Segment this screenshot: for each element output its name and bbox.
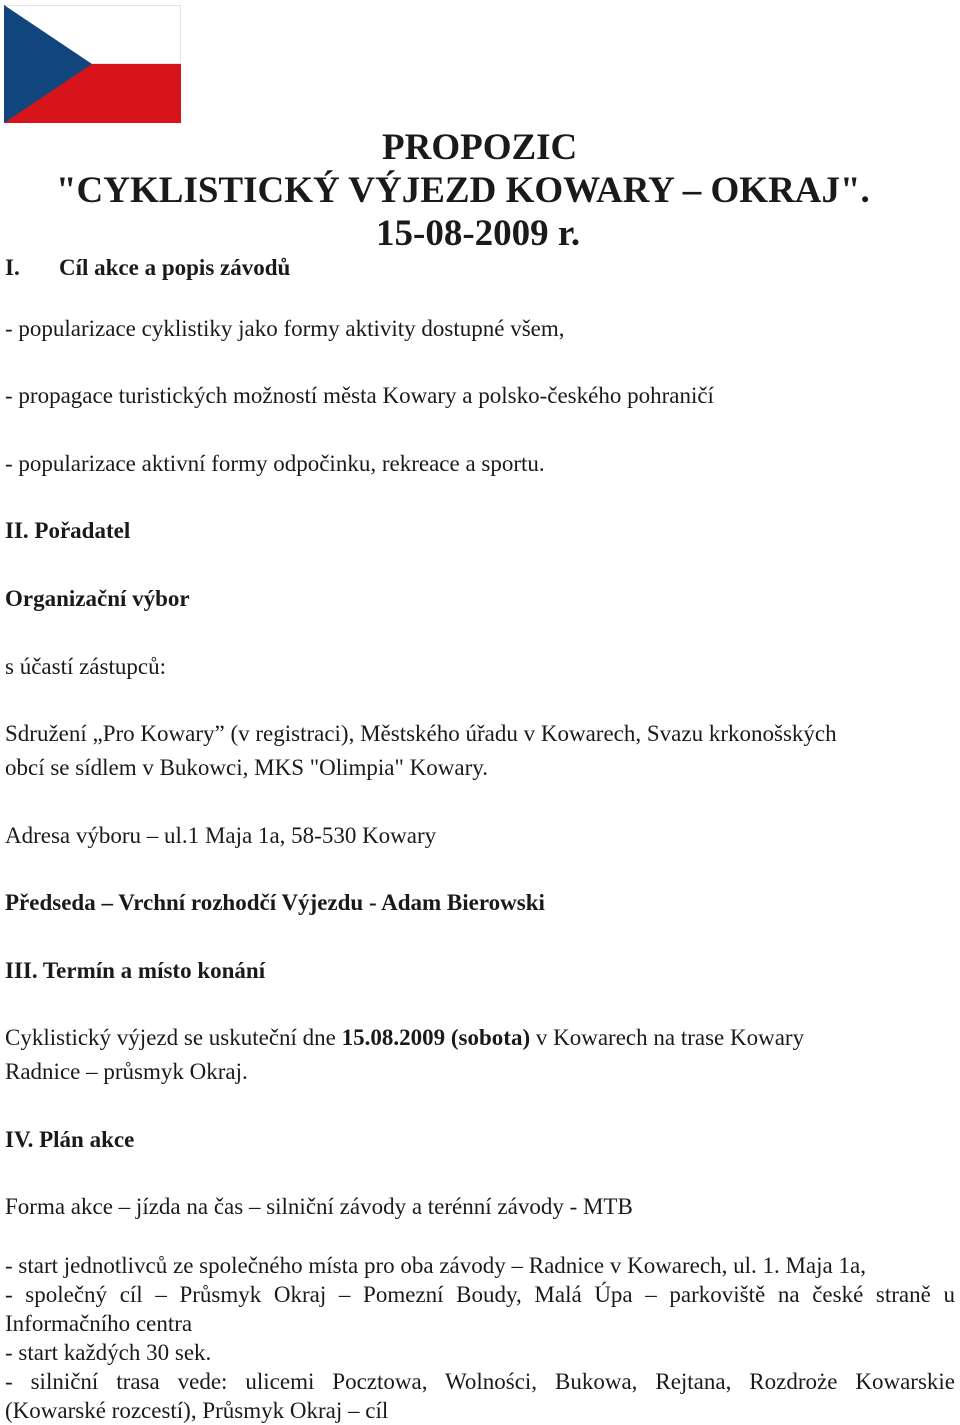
address-prefix: Adresa výboru – ul. <box>5 823 188 848</box>
plan-line: - start jednotlivců ze společného místa pro oba závody – Radnice v Kowarech, ul. 1. Maja 1a, <box>5 1253 866 1278</box>
section2-title: Pořadatel <box>34 518 131 543</box>
plan-line: - silniční trasa vede: ulicemi Pocztowa, Wolności, Bukowa, Rejtana, Rozdroże Kowarskie <box>5 1369 955 1394</box>
plan-line: Informačního centra <box>5 1311 193 1336</box>
section1-number: I. <box>5 255 20 280</box>
event-form: Forma akce – jízda na čas – silniční závody a terénní závody - MTB <box>5 1194 633 1219</box>
section2-heading <box>5 516 130 545</box>
organizing-committee-heading: Organizační výbor <box>5 586 190 611</box>
section1-heading <box>5 255 290 281</box>
plan-line: - start každých 30 sek. <box>5 1340 212 1365</box>
section1-item: - popularizace cyklistiky jako formy aktivity dostupné všem, <box>5 316 565 341</box>
event-date: 15.08.2009 (sobota) <box>341 1025 531 1050</box>
section1-item: - popularizace aktivní formy odpočinku, rekreace a sportu. <box>5 451 545 476</box>
document-title-line1: PROPOZIC <box>382 127 578 168</box>
section3-text-after: v Kowarech na trase Kowary <box>530 1025 805 1050</box>
members-line1: Sdružení „Pro Kowary” (v registraci), Městského úřadu v Kowarech, Svazu krkonošských <box>5 721 837 746</box>
section3-text-before: Cyklistický výjezd se uskuteční dne <box>5 1025 342 1050</box>
section3-text-line1 <box>5 1023 804 1052</box>
section2-number: II. <box>5 518 29 543</box>
address-rest: 1 Maja 1a, 58-530 Kowary <box>187 823 437 848</box>
document-title-line2: "CYKLISTICKÝ VÝJEZD KOWARY – OKRAJ". <box>56 170 870 211</box>
czech-flag-image <box>4 5 181 123</box>
chairman-line: Předseda – Vrchní rozhodčí Výjezdu - Adam Bierowski <box>5 890 545 915</box>
section3-heading: III. Termín a místo konání <box>5 958 266 983</box>
section1-title: Cíl akce a popis závodů <box>59 255 291 280</box>
document-title-date: 15-08-2009 r. <box>376 213 581 254</box>
section4-heading: IV. Plán akce <box>5 1127 135 1152</box>
committee-address <box>5 821 436 850</box>
plan-line: (Kowarské rozcestí), Průsmyk Okraj – cíl <box>5 1398 389 1423</box>
section1-item: - propagace turistických možností města Kowary a polsko-českého pohraničí <box>5 383 714 408</box>
participation-text: s účastí zástupců: <box>5 654 166 679</box>
plan-line: - společný cíl – Průsmyk Okraj – Pomezní Boudy, Malá Úpa – parkoviště na české straně u <box>5 1282 955 1307</box>
section3-text-line2: Radnice – průsmyk Okraj. <box>5 1059 248 1084</box>
members-line2: obcí se sídlem v Bukowci, MKS "Olimpia" Kowary. <box>5 755 488 780</box>
